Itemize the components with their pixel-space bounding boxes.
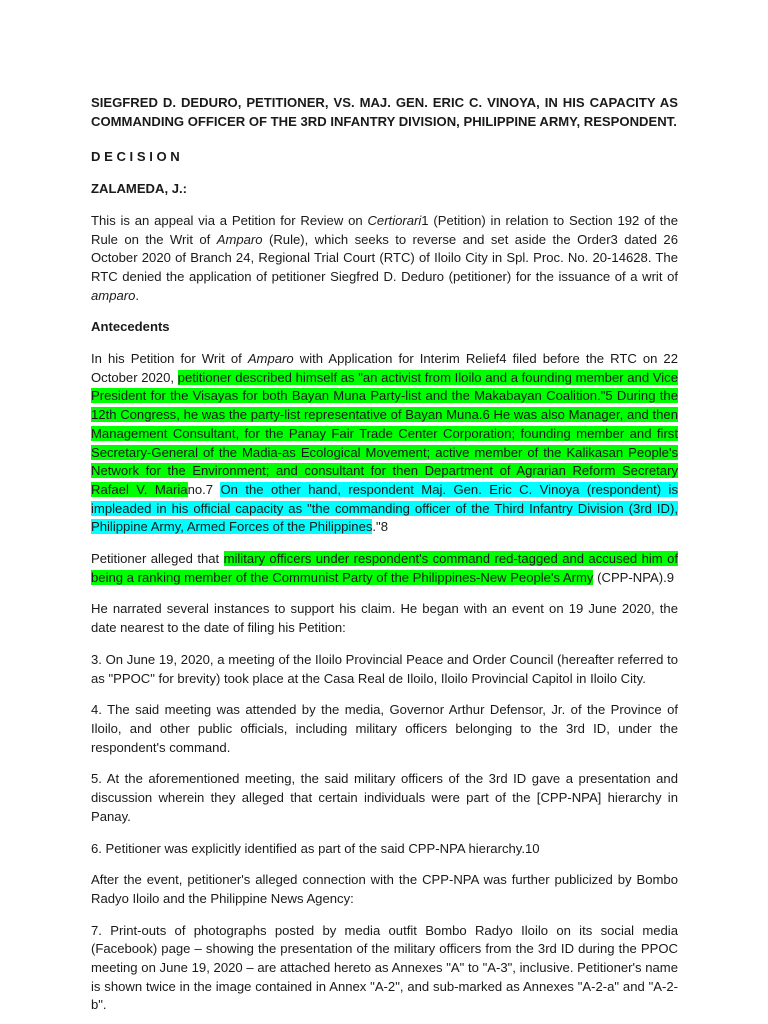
paragraph-narration: He narrated several instances to support his claim. He began with an event on 19 June 2020, the date nearest to the date of filing his Petition: xyxy=(91,601,678,636)
text-run-italic: Amparo xyxy=(216,231,263,247)
quoted-item-7: 7. Print-outs of photographs posted by media outfit Bombo Radyo Iloilo on its social media (Facebook) page – showing the presentation of the military officers from the 3rd ID during the PPOC meeting on June 19, 2020 – are attached hereto as Annexes "A" to "A-3", inclusive. Petitioner's name is shown twice in the image contained in Annex "A-2", and sub-marked as Annexes "A-2-a" and "A-2-b". xyxy=(91,922,678,1013)
text-run: ."8 xyxy=(372,519,388,535)
text-run-italic: Amparo xyxy=(247,351,294,367)
quoted-item-4: 4. The said meeting was attended by the media, Governor Arthur Defensor, Jr. of the Province of Iloilo, and other public officials, including military officers belonging to the 3rd ID, under the respondent's command. xyxy=(91,702,678,755)
quoted-item-5: 5. At the aforementioned meeting, the said military officers of the 3rd ID gave a presentation and discussion wherein they alleged that certain individuals were part of the [CPP-NPA] hierarchy in Panay. xyxy=(91,771,678,824)
highlight-cyan: On the other hand, respondent Maj. Gen. Eric C. Vinoya (respondent) is impleaded in his official capacity as "the commanding officer of the Third Infantry Division (3rd ID), Philippine Army, Armed Forces of the Philippines xyxy=(91,481,678,535)
text-run: (CPP-NPA).9 xyxy=(593,569,674,585)
paragraph-publicized: After the event, petitioner's alleged connection with the CPP-NPA was further publicized by Bombo Radyo Iloilo and the Philippine News Agency: xyxy=(91,872,678,906)
text-run-italic: Certiorari xyxy=(367,212,422,228)
decision-heading: D E C I S I O N xyxy=(91,149,180,165)
highlight-green: petitioner described himself as "an activist from Iloilo and a founding member and Vice President for the Visayas for both Bayan Muna Party-list and the Makabayan Coalition."5 During the 12th Congress, he was the party-list representative of Bayan Muna.6 He was also Manager, and then Management Consultant, for the Panay Fair Trade Center Corporation; founding member and first Secretary-General of the Madia-as Ecological Movement; active member of the Kalikasan People's Network for the Environment; and consultant for then Department of Agrarian Reform Secretary Rafael V. Maria xyxy=(91,369,678,497)
text-run: Petitioner alleged that xyxy=(91,551,224,567)
text-run: with Application for Interim Relief4 filed before the RTC on 22 October 2020, xyxy=(91,351,678,385)
paragraph-allegation xyxy=(91,550,678,587)
case-title: SIEGFRED D. DEDURO, PETITIONER, VS. MAJ. GEN. ERIC C. VINOYA, IN HIS CAPACITY AS COMMANDING OFFICER OF THE 3RD INFANTRY DIVISION, PHILIPPINE ARMY, RESPONDENT. xyxy=(91,95,678,129)
ponente: ZALAMEDA, J.: xyxy=(91,181,188,197)
quoted-item-3: 3. On June 19, 2020, a meeting of the Iloilo Provincial Peace and Order Council (hereafter referred to as "PPOC" for brevity) took place at the Casa Real de Iloilo, Iloilo Provincial Capitol in Iloilo City. xyxy=(91,651,678,686)
text-run: . xyxy=(135,287,140,303)
highlight-green: military officers under respondent's command red-tagged and accused him of being a ranking member of the Communist Party of the Philippines-New People's Army xyxy=(91,551,678,585)
text-run: This is an appeal via a Petition for Review on xyxy=(91,212,368,228)
text-run: 1 (Petition) in relation to Section 192 of the Rule on the Writ of xyxy=(91,212,678,247)
text-run-italic: amparo xyxy=(91,287,136,303)
text-run: no.7 xyxy=(187,481,221,497)
text-run: In his Petition for Writ of xyxy=(91,351,248,367)
paragraph-intro xyxy=(91,212,678,306)
paragraph-petition xyxy=(91,350,678,537)
text-run: (Rule), which seeks to reverse and set aside the Order3 dated 26 October 2020 of Branch 24, Regional Trial Court (RTC) of Iloilo City in Spl. Proc. No. 20-14628. The RTC denied the application of petitioner Siegfred D. Deduro (petitioner) for the issuance of a writ of xyxy=(91,231,678,284)
antecedents-heading: Antecedents xyxy=(91,319,170,335)
quoted-item-6: 6. Petitioner was explicitly identified as part of the said CPP-NPA hierarchy.10 xyxy=(91,840,540,856)
